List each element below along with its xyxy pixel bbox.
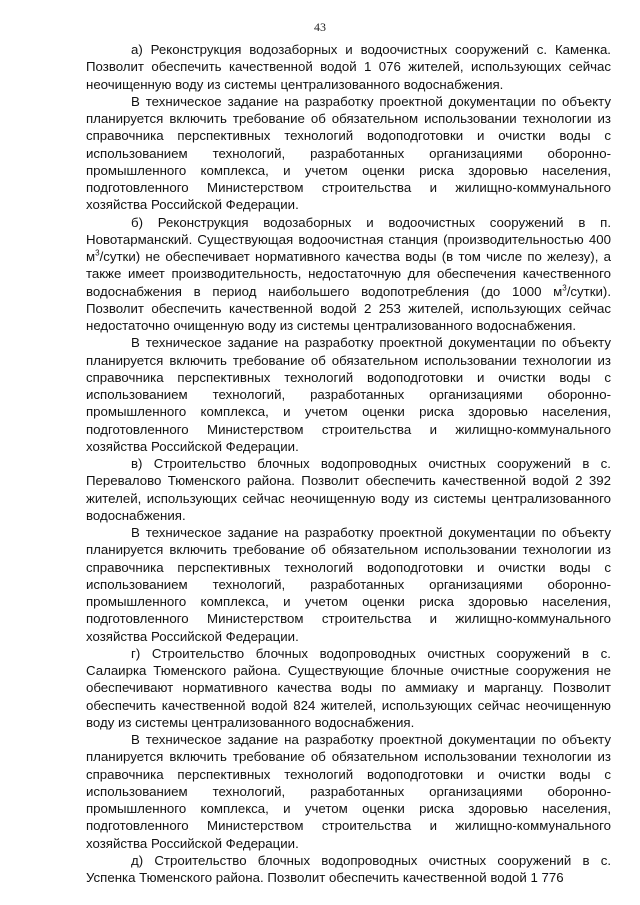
paragraph-item-d: г) Строительство блочных водопроводных очистных сооружений в с. Салаирка Тюменского района. Существующие блочные очистные сооружения не обеспечивают нормативного качества воды по аммиаку и марганцу. Позволит обеспечить качественной водой 824 жителей, использующих сейчас неочищенную воду из системы централизованного водоснабжения. <box>86 645 611 730</box>
paragraph-item-c: в) Строительство блочных водопроводных очистных сооружений в с. Перевалово Тюменского района. Позволит обеспечить качественной водой 2 392 жителей, использующих сейчас неочищенную воду из системы централизованного водоснабжения. <box>86 456 611 523</box>
paragraph-item-b-part-3: /сутки). Позволит обеспечить качественной водой 2 253 жителей, использующих сейчас недостаточно очищенную воду из системы централизованного водоснабжения. <box>86 283 611 333</box>
paragraph-item-b <box>86 214 611 335</box>
paragraph-item-e: д) Строительство блочных водопроводных очистных сооружений в с. Успенка Тюменского района. Позволит обеспечить качественной водой 1 776 <box>86 852 611 885</box>
paragraph-tech-requirement-a: В техническое задание на разработку проектной документации по объекту планируется включить требование об обязательном использовании технологии из справочника перспективных технологий водоподготовки и очистки воды с использованием технологий, разработанных организациями оборонно-промышленного комплекса, и учетом оценки риска здоровью населения, подготовленного Министерством строительства и жилищно-коммунального хозяйства Российской Федерации. <box>86 93 611 213</box>
paragraph-tech-requirement-c: В техническое задание на разработку проектной документации по объекту планируется включить требование об обязательном использовании технологии из справочника перспективных технологий водоподготовки и очистки воды с использованием технологий, разработанных организациями оборонно-промышленного комплекса, и учетом оценки риска здоровью населения, подготовленного Министерством строительства и жилищно-коммунального хозяйства Российской Федерации. <box>86 525 611 644</box>
paragraph-item-a: а) Реконструкция водозаборных и водоочистных сооружений с. Каменка. Позволит обеспечить качественной водой 1 076 жителей, использующих сейчас неочищенную воду из системы централизованного водоснабжения. <box>86 42 611 92</box>
page-number: 43 <box>314 20 326 34</box>
superscript-cubic-2: 3 <box>562 283 567 293</box>
document-body <box>86 41 611 886</box>
paragraph-item-b-part-2: /сутки) не обеспечивает нормативного качества воды (в том числе по железу), а также имеет производительность, недостаточную для обеспечения качественного водоснабжения в период наибольшего водопотребления (до 1000 м <box>86 249 611 299</box>
paragraph-item-b-part-1: б) Реконструкция водозаборных и водоочистных сооружений в п. Новотарманский. Существующая водоочистная станция (производительностью 400 м <box>86 214 611 264</box>
superscript-cubic-1: 3 <box>95 248 100 258</box>
paragraph-tech-requirement-d: В техническое задание на разработку проектной документации по объекту планируется включить требование об обязательном использовании технологии из справочника перспективных технологий водоподготовки и очистки воды с использованием технологий, разработанных организациями оборонно-промышленного комплекса, и учетом оценки риска здоровью населения, подготовленного Министерством строительства и жилищно-коммунального хозяйства Российской Федерации. <box>86 732 611 851</box>
paragraph-tech-requirement-b: В техническое задание на разработку проектной документации по объекту планируется включить требование об обязательном использовании технологии из справочника перспективных технологий водоподготовки и очистки воды с использованием технологий, разработанных организациями оборонно-промышленного комплекса, и учетом оценки риска здоровью населения, подготовленного Министерством строительства и жилищно-коммунального хозяйства Российской Федерации. <box>86 335 611 454</box>
